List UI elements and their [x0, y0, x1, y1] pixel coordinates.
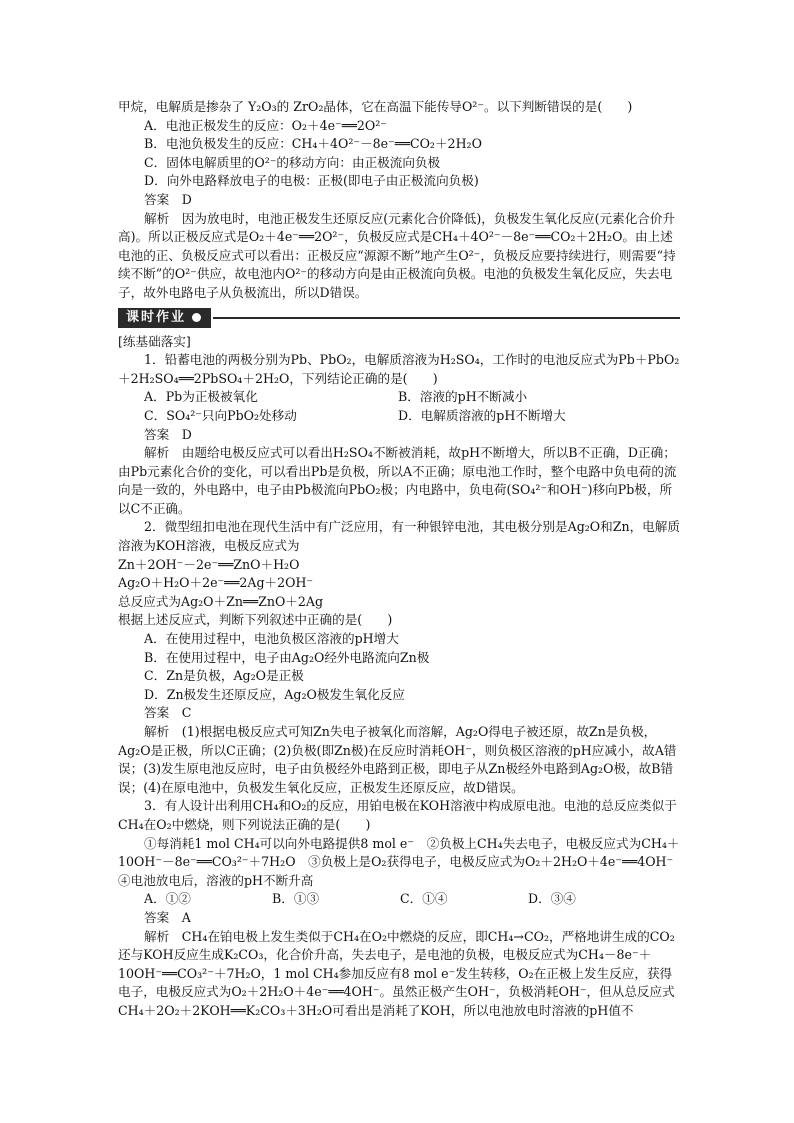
- q1-analysis: 解析 由题给电极反应式可以看出H₂SO₄不断被消耗，故pH不断增大，所以B不正确，D正确；由Pb元素化合价的变化，可以看出Pb是负极，所以A不正确；原电池工作时，整个电路中负电荷的流向是一致的，外电路中，电子由Pb极流向PbO₂极；内电路中，负电荷(SO₄²⁻和OH⁻)移向Pb极，所以C不正确。: [118, 445, 677, 516]
- q3-option-a: A．①②: [144, 891, 191, 907]
- q2-option-b: B．在使用过程中，电子由Ag₂O经外电路流向Zn极: [144, 649, 430, 665]
- q1-option-d: D．电解质溶液的pH不断增大: [398, 407, 566, 423]
- q3-statements: ①每消耗1 mol CH₄可以向外电路提供8 mol e⁻ ②负极上CH₄失去电子，电极反应式为CH₄＋10OH⁻－8e⁻══CO₃²⁻＋7H₂O ③负极上是O₂获得电子，电极反应式为O₂＋2H₂O＋4e⁻══4OH⁻ ④电池放电后，溶液的pH不断升高: [118, 835, 686, 888]
- q2-option-d: D．Zn极发生还原反应，Ag₂O极发生氧化反应: [144, 686, 405, 702]
- q2-option-a: A．在使用过程中，电池负极区溶液的pH增大: [144, 631, 399, 647]
- q2-answer: 答案 C: [144, 705, 192, 721]
- q1-stem: 1．铅蓄电池的两极分别为Pb、PbO₂，电解质溶液为H₂SO₄，工作时的电池反应式为Pb＋PbO₂＋2H₂SO₄══2PbSO₄＋2H₂O，下列结论正确的是( ): [118, 352, 680, 386]
- q2-equation-total: 总反应式为Ag₂O＋Zn══ZnO＋2Ag: [118, 593, 324, 609]
- intro-analysis: 解析 因为放电时，电池正极发生还原反应(元素化合价降低)，负极发生氧化反应(元素化合价升高)。所以正极反应式是O₂＋4e⁻══2O²⁻，负极反应式是CH₄＋4O²⁻－8e⁻══CO₂＋2H₂O。由上述电池的正、负极反应式可以看出：正极反应“源源不断”地产生O²⁻，负极反应要持续进行，则需要“持续不断”的O²⁻供应，故电池内O²⁻的移动方向是由正极流向负极。电池的负极发生氧化反应，失去电子，故外电路电子从负极流出，所以D错误。: [118, 210, 676, 300]
- section-divider: [213, 317, 680, 319]
- q1-options-row-1: [118, 388, 680, 407]
- q2-stem: 2．微型纽扣电池在现代生活中有广泛应用，有一种银锌电池，其电极分别是Ag₂O和Zn，电解质溶液为KOH溶液，电极反应式为: [118, 519, 680, 554]
- q2-question: 根据上述反应式，判断下列叙述中正确的是( ): [118, 612, 393, 628]
- intro-option-b: B．电池负极发生的反应：CH₄＋4O²⁻－8e⁻══CO₂＋2H₂O: [144, 136, 482, 152]
- q1-answer: 答案 D: [144, 426, 192, 442]
- section-tag: [118, 308, 211, 328]
- section-subheading: [练基础落实]: [118, 333, 191, 349]
- q3-options-row: [118, 890, 680, 909]
- intro-option-d: D．向外电路释放电子的电极：正极(即电子由正极流向负极): [144, 173, 479, 189]
- q3-answer: 答案 A: [144, 909, 191, 925]
- bullet-dot-icon: [192, 313, 201, 322]
- document-body: [118, 98, 686, 1021]
- q2-equation-2: Ag₂O＋H₂O＋2e⁻══2Ag＋2OH⁻: [118, 575, 314, 591]
- section-label: 课时作业: [126, 309, 187, 325]
- intro-option-a: A．电池正极发生的反应：O₂＋4e⁻══2O²⁻: [144, 117, 387, 133]
- q2-equation-1: Zn＋2OH⁻－2e⁻══ZnO＋H₂O: [118, 556, 300, 572]
- q1-options-row-2: [118, 407, 680, 426]
- q3-option-d: D．③④: [528, 891, 576, 907]
- q2-option-c: C．Zn是负极，Ag₂O是正极: [144, 668, 304, 684]
- q1-option-b: B．溶液的pH不断减小: [398, 389, 528, 405]
- intro-option-c: C．固体电解质里的O²⁻的移动方向：由正极流向负极: [144, 154, 441, 170]
- q3-analysis: 解析 CH₄在铂电极上发生类似于CH₄在O₂中燃烧的反应，即CH₄→CO₂，严格地讲生成的CO₂还与KOH反应生成K₂CO₃，化合价升高，失去电子，是电池的负极，电极反应式为CH₄－8e⁻＋10OH⁻══CO₃²⁻＋7H₂O，1 mol CH₄参加反应有8 mol e⁻发生转移，O₂在正极上发生反应，获得电子，电极反应式为O₂＋2H₂O＋4e⁻══4OH⁻。虽然正极产生OH⁻，负极消耗OH⁻，但从总反应式CH₄＋2O₂＋2KOH══K₂CO₃＋3H₂O可看出是消耗了KOH，所以电池放电时溶液的pH值不: [118, 928, 675, 1018]
- q3-option-b: B．①③: [272, 891, 320, 907]
- section-header: [118, 307, 680, 329]
- q1-option-c: C．SO₄²⁻只向PbO₂处移动: [144, 407, 297, 423]
- q2-analysis: 解析 (1)根据电极反应式可知Zn失电子被氧化而溶解，Ag₂O得电子被还原，故Zn是负极，Ag₂O是正极，所以C正确；(2)负极(即Zn极)在反应时消耗OH⁻，则负极区溶液的pH应减小，故A错误；(3)发生原电池反应时，电子由负极经外电路到正极，即电子从Zn极经外电路到Ag₂O极，故B错误；(4)在原电池中，负极发生氧化反应，正极发生还原反应，故D错误。: [118, 724, 677, 795]
- q3-option-c: C．①④: [400, 891, 448, 907]
- intro-answer: 答案 D: [144, 191, 192, 207]
- q1-option-a: A．Pb为正极被氧化: [144, 389, 258, 405]
- q3-stem: 3．有人设计出利用CH₄和O₂的反应，用铂电极在KOH溶液中构成原电池。电池的总反应类似于CH₄在O₂中燃烧，则下列说法正确的是( ): [118, 798, 677, 832]
- intro-stem: 甲烷，电解质是掺杂了 Y₂O₃的 ZrO₂晶体，它在高温下能传导O²⁻。以下判断错误的是( ): [118, 99, 633, 114]
